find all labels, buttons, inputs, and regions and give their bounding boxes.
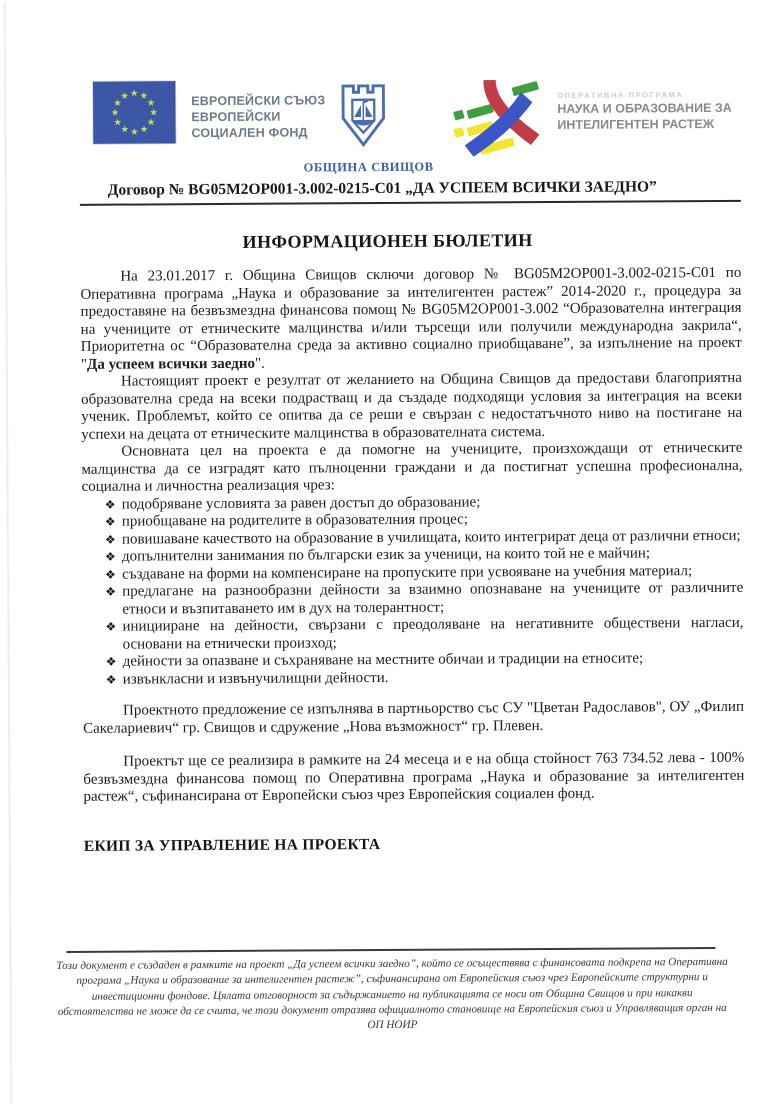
contract-line [80, 176, 741, 206]
paragraph-contract-intro: На 23.01.2017 г. Община Свищов сключи договор № BG05M2OP001-3.002-0215-C01 по Оперативна програма „Наука и образование за интелигентен растеж” 2014-2020 г., процедура за предоставяне на безвъзмездна финансова помощ № BG05M2OP001-3.002 “Образователна интеграция на учениците от етническите малцинства и/или търсещи или получили международна закрила“, Приоритетна ос “Образователна среда за активно социално приобщаване”, за изпълнение на проект "Да успеем всички заедно". [80, 264, 742, 373]
footer-rule [66, 947, 715, 953]
project-name-bold: Да успеем всички заедно [86, 355, 256, 373]
bullet-item: ❖ приобщаване на родителите в образователния процес; [104, 511, 469, 530]
footer-line: обстоятелства не може да се счита, че този документ отразява официалното становище на Европейския съюз и Управляващия орган на [57, 1001, 727, 1018]
scan-edge-line [4, 2, 13, 1104]
op-programme-supertitle: ОПЕРАТИВНА ПРОГРАМА [557, 90, 684, 100]
bullet-item: ❖ дейности за опазване и съхраняване на местните обичаи и традиции на етносите; [105, 650, 644, 670]
bullet-diamond-icon: ❖ [104, 549, 116, 564]
bullet-diamond-icon: ❖ [104, 514, 116, 529]
logo-header [79, 0, 741, 175]
section-heading-team: ЕКИП ЗА УПРАВЛЕНИЕ НА ПРОЕКТА [83, 835, 381, 855]
eu-flag-logo [92, 79, 326, 144]
bullet-item: ❖ създаване на форми на компенсиране на пропуските при усвояване на учебния материал; [105, 562, 693, 583]
bullet-item: ❖ иницииране на дейности, свързани с преодоляване на негативните обществени нагласи, основани на етнически произход; [105, 614, 744, 653]
footer-line: Този документ е създаден в рамките на проект „Да успеем всички заедно”, който се осъществява с финансовата подкрепа на Оперативна [56, 955, 728, 973]
document-body [80, 265, 745, 855]
op-programme-label-block [557, 90, 732, 133]
bullet-item: ❖ предлагане на разнообразни дейности за взаимно опознаване на учениците от различните етноси и възпитаването им в дух на толерантност; [105, 579, 744, 618]
op-programme-label: ИНТЕЛИГЕНТЕН РАСТЕЖ [557, 116, 715, 132]
eu-label-line: ЕВРОПЕЙСКИ СЪЮЗ [191, 93, 326, 109]
eu-flag-icon [92, 80, 176, 145]
paragraph-main-goal: Основната цел на проекта е да помогне на учениците, произхождащи от етническите малцинства да се изградят като пълноценни граждани и да постигнат успешна професионална, социална и личностна реализация чрез: [81, 439, 743, 495]
bullet-diamond-icon: ❖ [105, 672, 117, 687]
footer-disclaimer [46, 947, 738, 1036]
bullet-item: ❖ извънкласни и извънучилищни дейности. [105, 669, 389, 688]
page-title: ИНФОРМАЦИОНЕН БЮЛЕТИН [242, 230, 533, 252]
bullet-diamond-icon: ❖ [105, 584, 117, 599]
op-noir-ribbons-icon [451, 78, 547, 159]
bullet-diamond-icon: ❖ [105, 619, 117, 634]
footer-line: инвестиционни фондове. Цялата отговорност за съдържанието на публикацията се носи от Община Свищов и при никакви [91, 986, 693, 1003]
municipality-caption: ОБЩИНА СВИЩОВ [303, 159, 434, 175]
bullet-diamond-icon: ❖ [105, 654, 117, 669]
footer-line: ОП НОИР [367, 1018, 418, 1032]
eu-label-line: ЕВРОПЕЙСКИ [191, 109, 281, 125]
op-noir-logo [451, 77, 732, 159]
paragraph-project-result: Настоящият проект е резултат от желанието на Община Свищов да предостави благоприятна образователна среда на всеки подрастващ и да създаде подходящи условия за интеграция на всеки ученик. Проблемът, който се опитва да се реши е свързан с недостатъчното ниво на постигане на успехи на децата от етническите малцинства в образователната система. [81, 369, 743, 443]
goals-bullet-list [82, 492, 744, 689]
paragraph-budget: Проектът ще се реализира в рамките на 24 месеца и е на обща стойност 763 734.52 лева - 100% безвъзмездна финансова помощ по Оперативна програма „Наука и образование за интелигентен растеж“, съфинансирана от Европейски съюз чрез Европейския социален фонд. [83, 749, 745, 805]
contract-line-text: Договор № BG05M2OP001-3.002-0215-C01 „ДА УСПЕЕМ ВСИЧКИ ЗАЕДНО” [107, 178, 657, 199]
municipality-logo [303, 76, 434, 176]
paragraph-partnership: Проектното предложение се изпълнява в партньорство със СУ "Цветан Радославов", ОУ „Филип Сакелариевич“ гр. Свищов и сдружение „Нова възможност“ гр. Плевен. [83, 698, 745, 737]
op-programme-label: НАУКА И ОБРАЗОВАНИЕ ЗА [557, 100, 732, 116]
municipality-crest-icon [334, 76, 392, 151]
bullet-diamond-icon: ❖ [104, 532, 116, 547]
bullet-item: ❖ повишаване качеството на образование в училищата, които интегрират деца от различни етноси; [104, 527, 741, 548]
footer-line: програма „Наука и образование за интелигентен растеж”, съфинансирана от Европейския съюз чрез Европейските структурни и [76, 971, 708, 988]
bullet-item: ❖ допълнителни занимания по български език за ученици, на които той не е майчин; [104, 545, 651, 565]
eu-label-line: СОЦИАЛЕН ФОНД [191, 125, 308, 141]
bullet-diamond-icon: ❖ [105, 567, 116, 582]
bullet-diamond-icon: ❖ [104, 497, 116, 512]
bullet-item: ❖ подобряване условията за равен достъп до образование; [104, 493, 481, 513]
